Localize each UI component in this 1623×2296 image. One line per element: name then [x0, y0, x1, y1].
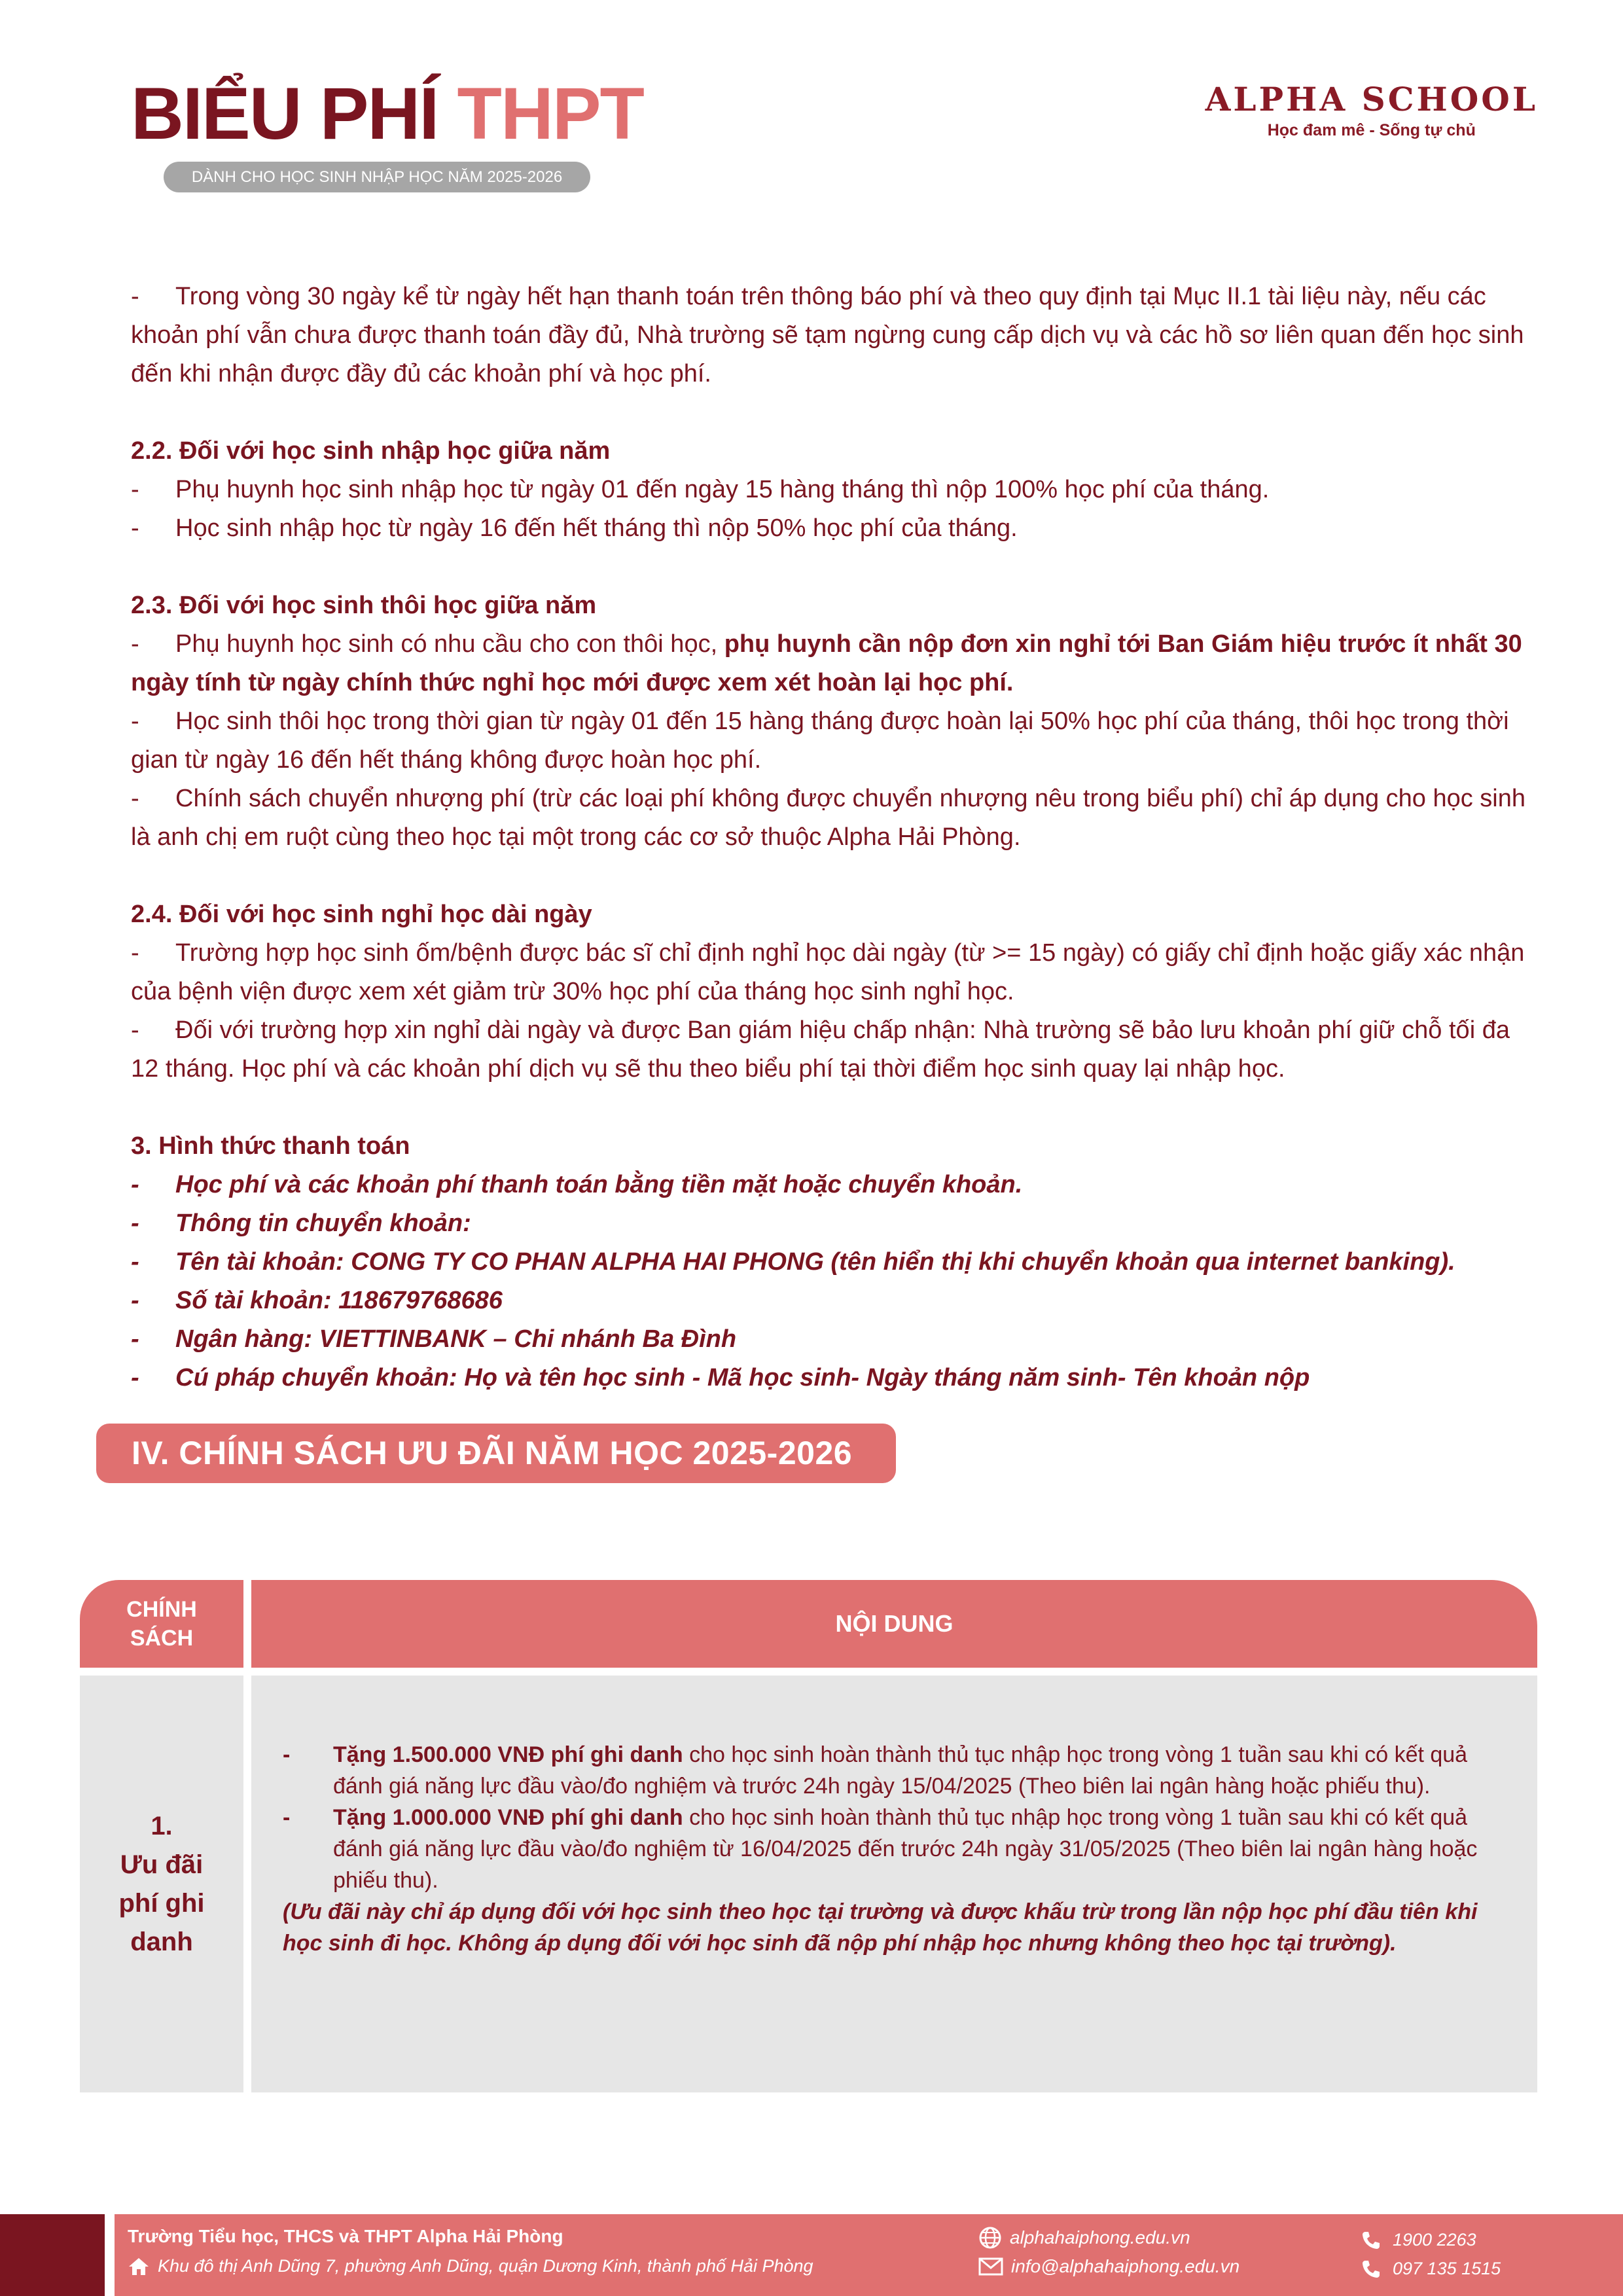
- list-item: - Phụ huynh học sinh có nhu cầu cho con thôi học, phụ huynh cần nộp đơn xin nghỉ tới Ban Giám hiệu trước ít nhất 30 ngày tính từ ngày chính thức nghỉ học mới được xem xét hoàn lại học phí.: [131, 630, 1522, 696]
- footer-phone-1[interactable]: 1900 2263: [1361, 2230, 1476, 2250]
- subtitle-pill: DÀNH CHO HỌC SINH NHẬP HỌC NĂM 2025-2026: [164, 162, 590, 192]
- list-item: - Trường hợp học sinh ốm/bệnh được bác sĩ chỉ định nghỉ học dài ngày (từ >= 15 ngày) có giấy chỉ định hoặc giấy xác nhận của bệnh viện được xem xét giảm trừ 30% học phí của tháng học sinh nghỉ học.: [131, 939, 1525, 1005]
- footer-phone-2[interactable]: 097 135 1515: [1361, 2259, 1501, 2279]
- payment-item: - Thông tin chuyển khoản:: [131, 1210, 471, 1237]
- section-3-heading: 3. Hình thức thanh toán: [131, 1132, 410, 1160]
- page-title: [131, 73, 643, 154]
- brand-tagline: Học đam mê - Sống tự chủ: [1267, 121, 1476, 139]
- offer-item: - Tặng 1.500.000 VNĐ phí ghi danh cho học sinh hoàn thành thủ tục nhập học trong vòng 1 tuần sau khi có kết quả đánh giá năng lực đầu vào/đo nghiệm và trước 24h ngày 15/04/2025 (Theo biên lai ngân hàng hoặc phiếu thu).: [283, 1742, 1468, 1799]
- mail-icon: [978, 2257, 1003, 2276]
- footer-school-name: Trường Tiểu học, THCS và THPT Alpha Hải Phòng: [128, 2226, 563, 2246]
- footer: [115, 2214, 1623, 2296]
- footer-website[interactable]: alphahaiphong.edu.vn: [978, 2226, 1190, 2250]
- list-item: - Đối với trường hợp xin nghỉ dài ngày và được Ban giám hiệu chấp nhận: Nhà trường sẽ bảo lưu khoản phí giữ chỗ tối đa 12 tháng. Học phí và các khoản phí dịch vụ sẽ thu theo biểu phí tại thời điểm học sinh quay lại nhập học.: [131, 1016, 1510, 1083]
- payment-item: - Cú pháp chuyển khoản: Họ và tên học sinh - Mã học sinh- Ngày tháng năm sinh- Tên khoản nộp: [131, 1364, 1310, 1391]
- document-body: [131, 278, 1531, 1397]
- payment-item: - Số tài khoản: 118679768686: [131, 1287, 503, 1314]
- section-2-4-heading: 2.4. Đối với học sinh nghỉ học dài ngày: [131, 901, 592, 928]
- payment-item: - Ngân hàng: VIETTINBANK – Chi nhánh Ba Đình: [131, 1325, 737, 1353]
- phone-icon: [1361, 2259, 1381, 2279]
- footer-accent: [0, 2214, 105, 2296]
- list-item: - Học sinh nhập học từ ngày 16 đến hết tháng thì nộp 50% học phí của tháng.: [131, 514, 1018, 542]
- table-cell-content: [251, 1676, 1537, 2092]
- phone-icon: [1361, 2231, 1381, 2250]
- brand-logo: [1205, 80, 1538, 140]
- section-2-3-heading: 2.3. Đối với học sinh thôi học giữa năm: [131, 592, 597, 619]
- table-cell-policy: 1. Ưu đãi phí ghi danh: [80, 1676, 243, 2092]
- title-part-2: THPT: [457, 73, 643, 154]
- offer-note: (Ưu đãi này chỉ áp dụng đối với học sinh theo học tại trường và được khấu trừ trong lần nộp học phí đầu tiên khi học sinh đi học. Không áp dụng đối với học sinh đã nộp phí nhập học nhưng không theo học tại trường).: [283, 1899, 1478, 1956]
- footer-email[interactable]: info@alphahaiphong.edu.vn: [978, 2256, 1240, 2277]
- section-4-banner: IV. CHÍNH SÁCH ƯU ĐÃI NĂM HỌC 2025-2026: [96, 1424, 896, 1483]
- title-part-1: BIỂU PHÍ: [131, 73, 438, 154]
- table-header-content: NỘI DUNG: [251, 1580, 1537, 1668]
- footer-address: Khu đô thị Anh Dũng 7, phường Anh Dũng, quận Dương Kinh, thành phố Hải Phòng: [128, 2256, 813, 2276]
- payment-item: - Tên tài khoản: CONG TY CO PHAN ALPHA HAI PHONG (tên hiển thị khi chuyển khoản qua internet banking).: [131, 1248, 1455, 1276]
- section-2-2-heading: 2.2. Đối với học sinh nhập học giữa năm: [131, 437, 611, 465]
- payment-item: - Học phí và các khoản phí thanh toán bằng tiền mặt hoặc chuyển khoản.: [131, 1171, 1023, 1198]
- list-item: - Chính sách chuyển nhượng phí (trừ các loại phí không được chuyển nhượng nêu trong biểu phí) chỉ áp dụng cho học sinh là anh chị em ruột cùng theo học tại một trong các cơ sở thuộc Alpha Hải Phòng.: [131, 785, 1526, 851]
- intro-paragraph: - Trong vòng 30 ngày kể từ ngày hết hạn thanh toán trên thông báo phí và theo quy định tại Mục II.1 tài liệu này, nếu các khoản phí vẫn chưa được thanh toán đầy đủ, Nhà trường sẽ tạm ngừng cung cấp dịch vụ và các hồ sơ liên quan đến học sinh đến khi nhận được đầy đủ các khoản phí và học phí.: [131, 278, 1531, 393]
- offer-item: - Tặng 1.000.000 VNĐ phí ghi danh cho học sinh hoàn thành thủ tục nhập học trong vòng 1 tuần sau khi có kết quả đánh giá năng lực đầu vào/đo nghiệm từ 16/04/2025 đến trước 24h ngày 31/05/2025 (Theo biên lai ngân hàng hoặc phiếu thu).: [283, 1805, 1478, 1893]
- brand-name: ALPHA SCHOOL: [1205, 80, 1538, 118]
- table-header-policy: CHÍNH SÁCH: [80, 1580, 243, 1668]
- list-item: - Học sinh thôi học trong thời gian từ ngày 01 đến 15 hàng tháng được hoàn lại 50% học phí của tháng, thôi học trong thời gian từ ngày 16 đến hết tháng không được hoàn học phí.: [131, 708, 1509, 774]
- dash: -: [131, 283, 139, 310]
- list-item: - Phụ huynh học sinh nhập học từ ngày 01 đến ngày 15 hàng tháng thì nộp 100% học phí của tháng.: [131, 476, 1270, 503]
- globe-icon: [978, 2226, 1002, 2250]
- home-icon: [128, 2257, 150, 2276]
